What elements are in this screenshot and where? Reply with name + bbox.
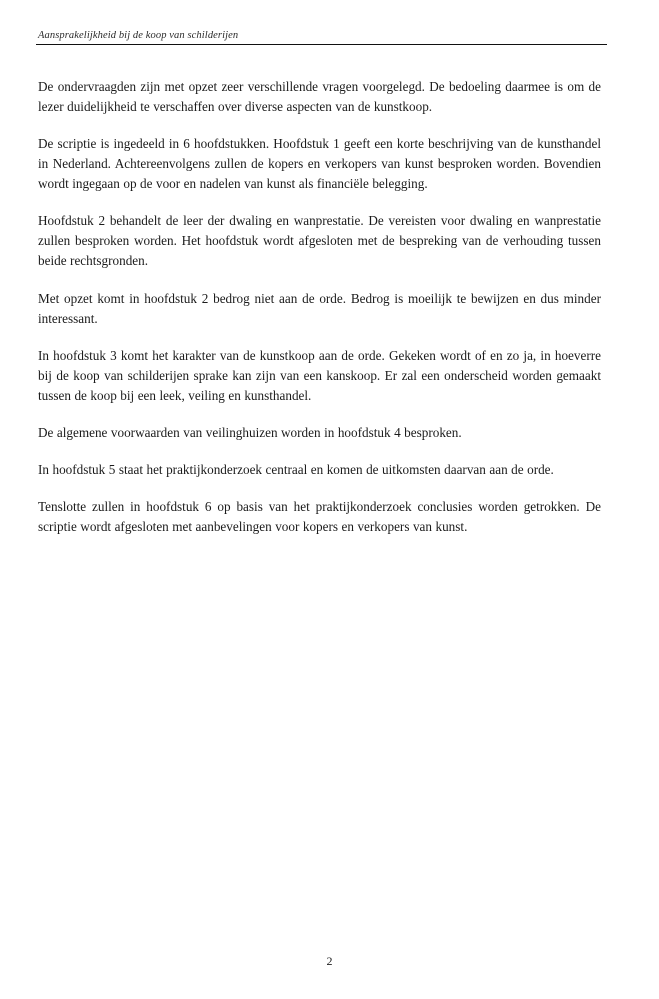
paragraph: In hoofdstuk 5 staat het praktijkonderzoek centraal en komen de uitkomsten daarvan aan de orde. bbox=[38, 461, 554, 477]
paragraph: Hoofdstuk 2 behandelt de leer der dwaling en wanprestatie. De vereisten voor dwaling en wanprestatie zullen besproken worden. Het hoofdstuk wordt afgesloten met de bespreking van de verhouding tussen beide rechtsgronden. bbox=[38, 213, 601, 269]
page-header bbox=[36, 30, 607, 45]
paragraph: De algemene voorwaarden van veilinghuizen worden in hoofdstuk 4 besproken. bbox=[38, 424, 462, 440]
page-number: 2 bbox=[326, 954, 333, 968]
paragraph: Tenslotte zullen in hoofdstuk 6 op basis van het praktijkonderzoek conclusies worden getrokken. De scriptie wordt afgesloten met aanbevelingen voor kopers en verkopers van kunst. bbox=[38, 498, 601, 534]
paragraph: De ondervraagden zijn met opzet zeer verschillende vragen voorgelegd. De bedoeling daarmee is om de lezer duidelijkheid te verschaffen over diverse aspecten van de kunstkoop. bbox=[38, 79, 601, 115]
document-body bbox=[36, 77, 607, 537]
paragraph: De scriptie is ingedeeld in 6 hoofdstukken. Hoofdstuk 1 geeft een korte beschrijving van de kunsthandel in Nederland. Achtereenvolgens zullen de kopers en verkopers van kunst besproken worden. Bovendien wordt ingegaan op de voor en nadelen van kunst als financiële belegging. bbox=[38, 136, 601, 192]
paragraph: Met opzet komt in hoofdstuk 2 bedrog niet aan de orde. Bedrog is moeilijk te bewijzen en dus minder interessant. bbox=[38, 290, 601, 326]
running-head-title: Aansprakelijkheid bij de koop van schilderijen bbox=[38, 30, 239, 41]
header-divider bbox=[36, 44, 607, 45]
paragraph: In hoofdstuk 3 komt het karakter van de kunstkoop aan de orde. Gekeken wordt of en zo ja, in hoeverre bij de koop van schilderijen sprake kan zijn van een kanskoop. Er zal een onderscheid worden gemaakt tussen de koop bij een leek, veiling en kunsthandel. bbox=[38, 347, 601, 403]
